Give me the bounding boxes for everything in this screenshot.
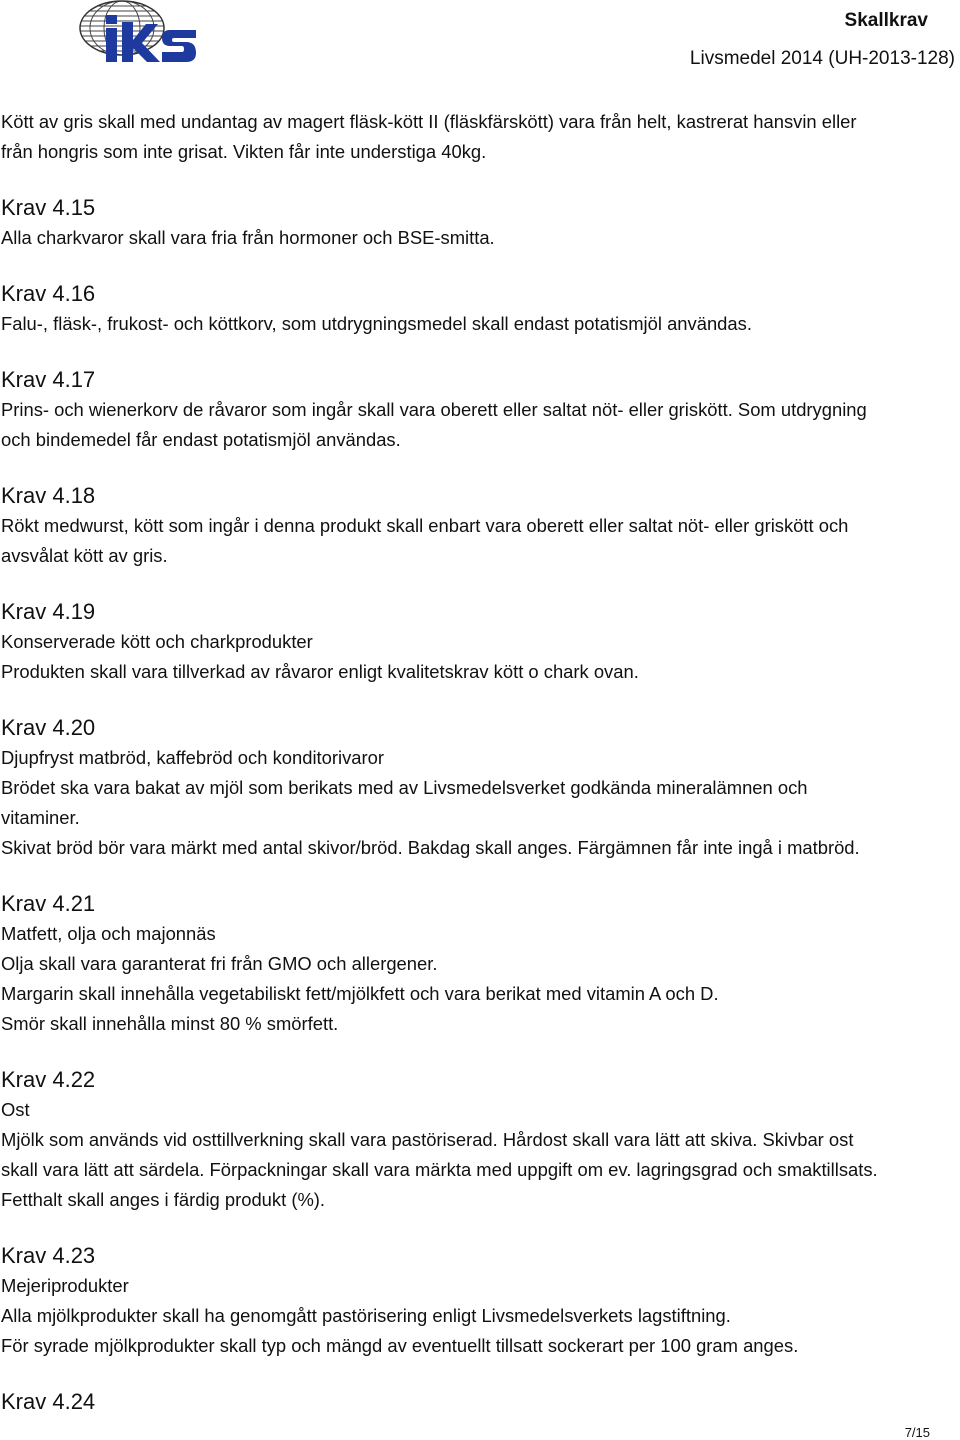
requirement-text-line: Alla mjölkprodukter skall ha genomgått pastörisering enligt Livsmedelsverkets lagstiftning. (1, 1305, 731, 1326)
requirement-heading: Krav 4.22 (1, 1067, 96, 1092)
requirement-text-line: Skivat bröd bör vara märkt med antal skivor/bröd. Bakdag skall anges. Färgämnen får inte ingå i matbröd. (1, 837, 860, 858)
requirement-text-line: Rökt medwurst, kött som ingår i denna produkt skall enbart vara oberett eller saltat nöt- eller griskött och (1, 515, 849, 536)
requirement-heading: Krav 4.18 (1, 483, 96, 508)
requirement-text-line: avsvålat kött av gris. (1, 545, 168, 566)
requirement-text-line: Djupfryst matbröd, kaffebröd och konditorivaror (1, 747, 384, 768)
iks-logo (78, 0, 202, 70)
intro-line: från hongris som inte grisat. Vikten får inte understiga 40kg. (1, 141, 487, 162)
intro-line: Kött av gris skall med undantag av magert fläsk-kött II (fläskfärskött) vara från helt, kastrerat hansvin eller (1, 111, 857, 132)
requirement-text-line: Fetthalt skall anges i färdig produkt (%). (1, 1189, 326, 1210)
requirement-text-line: Alla charkvaror skall vara fria från hormoner och BSE-smitta. (1, 227, 495, 248)
page-number: 7/15 (904, 1425, 930, 1440)
requirement-heading: Krav 4.20 (1, 715, 96, 740)
page-header (0, 0, 960, 80)
requirement-text-line: Prins- och wienerkorv de råvaror som ingår skall vara oberett eller saltat nöt- eller griskött. Som utdrygning (1, 399, 867, 420)
requirement-heading: Krav 4.24 (1, 1389, 96, 1414)
requirement-text-line: vitaminer. (1, 807, 80, 828)
document-title: Skallkrav (844, 10, 928, 31)
requirement-text-line: Brödet ska vara bakat av mjöl som berikats med av Livsmedelsverket godkända mineralämnen och (1, 777, 808, 798)
requirement-text-line: Ost (1, 1099, 30, 1120)
requirement-text-line: Mejeriprodukter (1, 1275, 129, 1296)
requirement-text-line: skall vara lätt att särdela. Förpackningar skall vara märkta med uppgift om ev. lagringsgrad och smaktillsats. (1, 1159, 878, 1180)
requirement-text-line: Falu-, fläsk-, frukost- och köttkorv, som utdrygningsmedel skall endast potatismjöl användas. (1, 313, 752, 334)
requirement-heading: Krav 4.17 (1, 367, 96, 392)
requirement-text-line: Matfett, olja och majonnäs (1, 923, 216, 944)
requirement-heading: Krav 4.19 (1, 599, 96, 624)
requirement-heading: Krav 4.23 (1, 1243, 96, 1268)
requirement-text-line: Produkten skall vara tillverkad av råvaror enligt kvalitetskrav kött o chark ovan. (1, 661, 639, 682)
requirement-heading: Krav 4.21 (1, 891, 96, 916)
requirement-text-line: Mjölk som används vid osttillverkning skall vara pastöriserad. Hårdost skall vara lätt att skiva. Skivbar ost (1, 1129, 854, 1150)
requirement-text-line: Margarin skall innehålla vegetabiliskt fett/mjölkfett och vara berikat med vitamin A och D. (1, 983, 719, 1004)
requirement-text-line: Konserverade kött och charkprodukter (1, 631, 313, 652)
document-subtitle: Livsmedel 2014 (UH-2013-128) (689, 48, 955, 69)
requirement-heading: Krav 4.16 (1, 281, 96, 306)
document-body (1, 107, 956, 1417)
requirement-text-line: och bindemedel får endast potatismjöl användas. (1, 429, 401, 450)
requirement-text-line: Olja skall vara garanterat fri från GMO och allergener. (1, 953, 438, 974)
requirement-text-line: Smör skall innehålla minst 80 % smörfett. (1, 1013, 339, 1034)
requirement-heading: Krav 4.15 (1, 195, 96, 220)
requirement-text-line: För syrade mjölkprodukter skall typ och mängd av eventuellt tillsatt sockerart per 100 gram anges. (1, 1335, 799, 1356)
